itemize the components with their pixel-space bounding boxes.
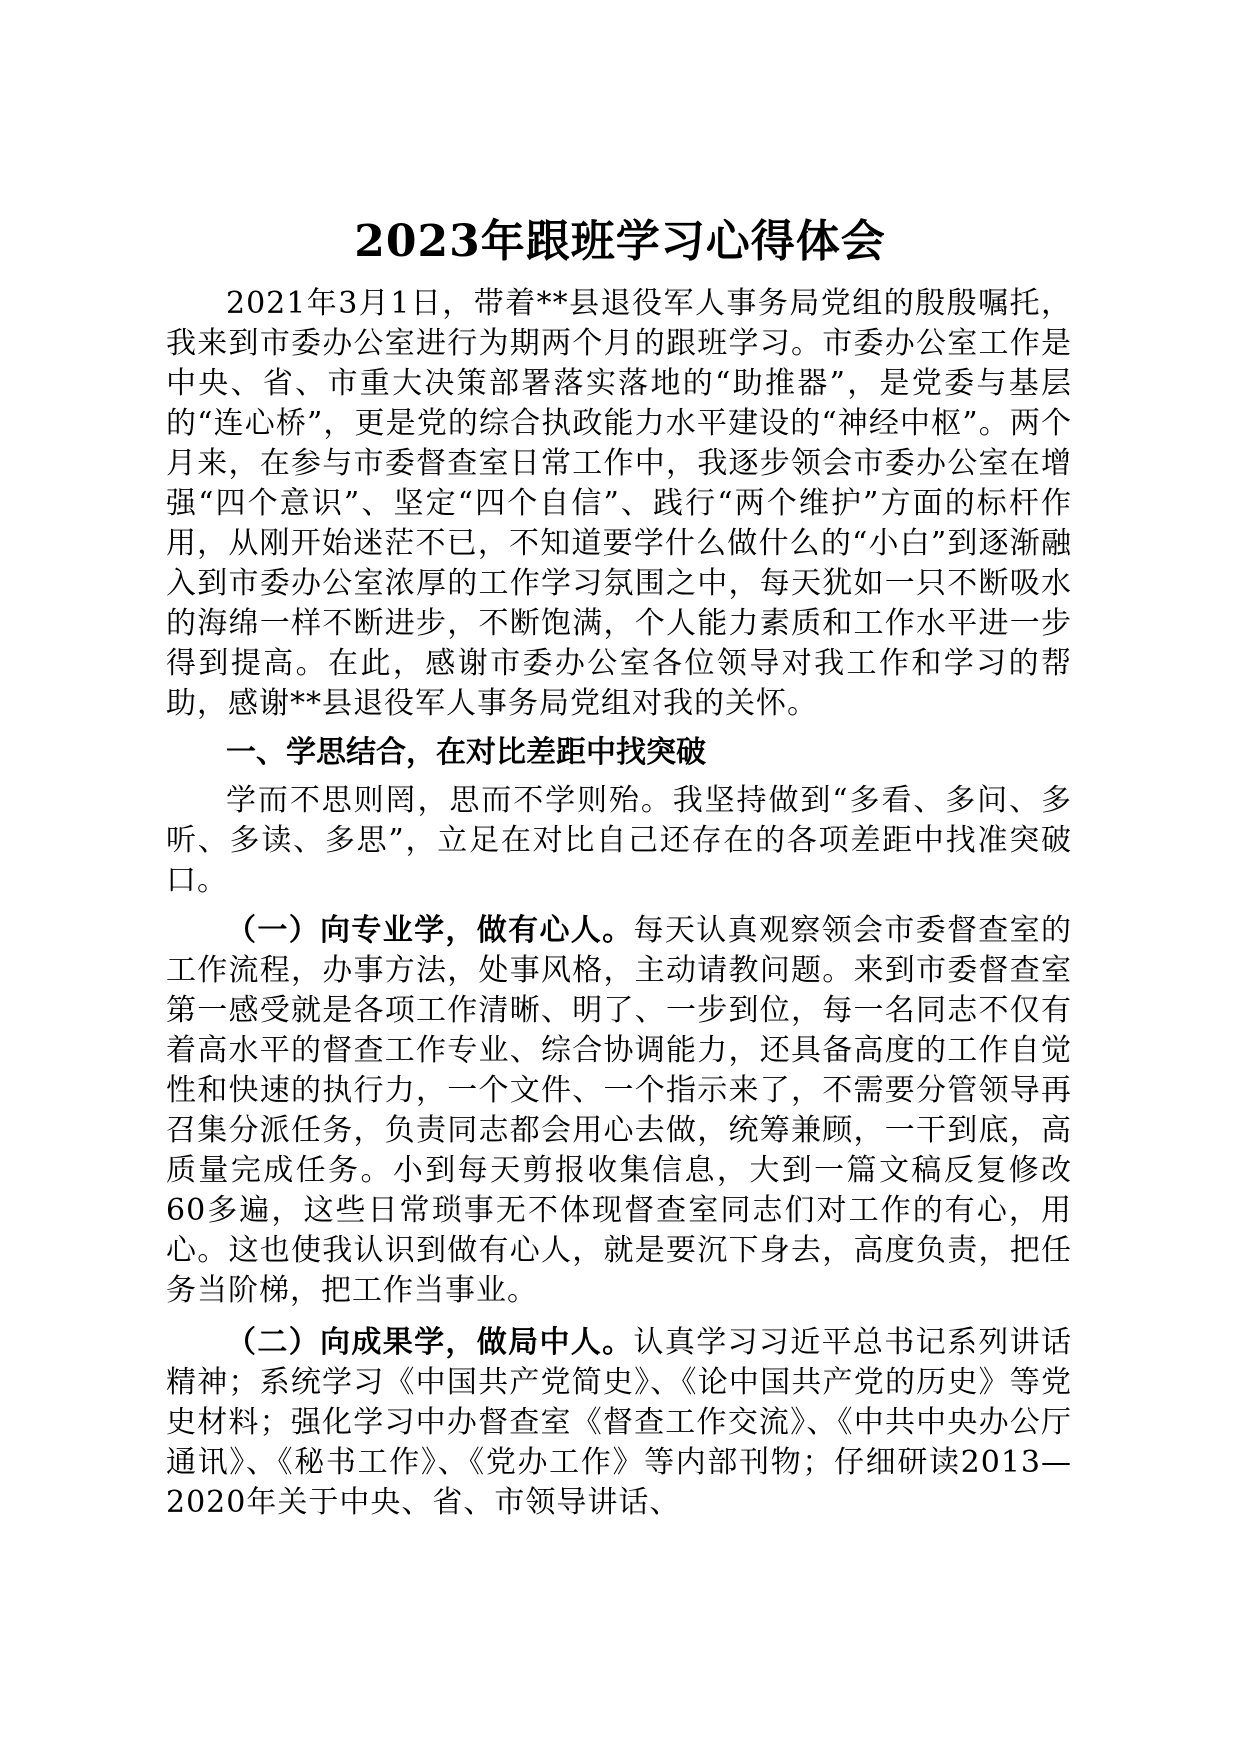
section-heading: 一、学思结合，在对比差距中找突破 [226,735,706,770]
subsection-lead-1: （一）向专业学，做有心人。 [226,913,634,948]
document-title: 2023年跟班学习心得体会 [354,216,886,267]
subsection-paragraph-1 [166,911,1072,1311]
document-body [166,284,1072,1523]
subsection-paragraph-2 [166,1323,1072,1523]
subsection-text-2: 认真学习习近平总书记系列讲话精神；系统学习《中国共产党简史》、《论中国共产党的历史》等党史材料；强化学习中办督查室《督查工作交流》、《中共中央办公厅通讯》、《秘书工作》、《党办工作》等内部刊物；仔细研读2013—2020年关于中央、省、市领导讲话、 [166,1325,1072,1520]
section-intro-paragraph: 学而不思则罔，思而不学则殆。我坚持做到“多看、多问、多听、多读、多思”，立足在对比自己还存在的各项差距中找准突破口。 [166,783,1072,898]
subsection-lead-2: （二）向成果学，做局中人。 [226,1325,634,1360]
subsection-text-1: 每天认真观察领会市委督查室的工作流程，办事方法，处事风格，主动请教问题。来到市委督查室第一感受就是各项工作清晰、明了、一步到位，每一名同志不仅有着高水平的督查工作专业、综合协调能力，还具备高度的工作自觉性和快速的执行力，一个文件、一个指示来了，不需要分管领导再召集分派任务，负责同志都会用心去做，统筹兼顾，一干到底，高质量完成任务。小到每天剪报收集信息，大到一篇文稿反复修改60多遍，这些日常琐事无不体现督查室同志们对工作的有心，用心。这也使我认识到做有心人，就是要沉下身去，高度负责，把任务当阶梯，把工作当事业。 [166,913,1072,1308]
intro-paragraph: 2021年3月1日，带着**县退役军人事务局党组的殷殷嘱托，我来到市委办公室进行为期两个月的跟班学习。市委办公室工作是中央、省、市重大决策部署落实落地的“助推器”，是党委与基层的“连心桥”，更是党的综合执政能力水平建设的“神经中枢”。两个月来，在参与市委督查室日常工作中，我逐步领会市委办公室在增强“四个意识”、坚定“四个自信”、践行“两个维护”方面的标杆作用，从刚开始迷茫不已，不知道要学什么做什么的“小白”到逐渐融入到市委办公室浓厚的工作学习氛围之中，每天犹如一只不断吸水的海绵一样不断进步，不断饱满，个人能力素质和工作水平进一步得到提高。在此，感谢市委办公室各位领导对我工作和学习的帮助，感谢**县退役军人事务局党组对我的关怀。 [166,286,1072,721]
